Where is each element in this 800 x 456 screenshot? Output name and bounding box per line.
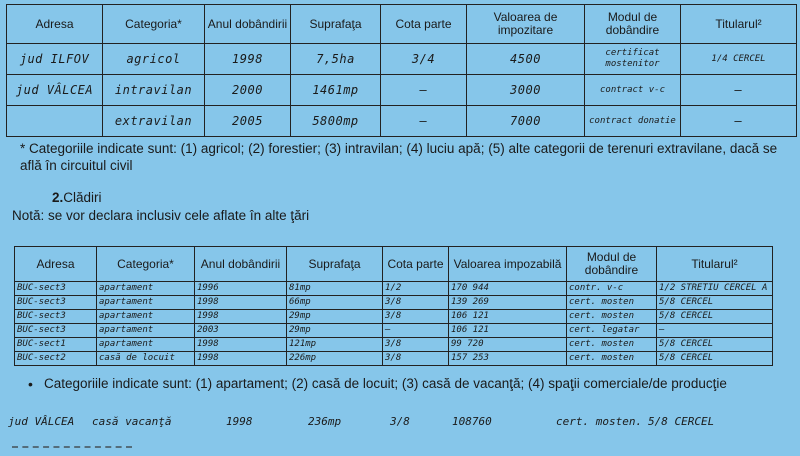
cell-category: apartament <box>97 338 195 352</box>
cell-value: 7000 <box>467 106 585 137</box>
cell-value: 170 944 <box>449 282 567 296</box>
cell-owner: — <box>681 106 797 137</box>
cell-address <box>7 106 103 137</box>
bullet-icon: • <box>28 376 33 392</box>
table-row <box>7 106 797 137</box>
cell-mode: contract donatie <box>585 106 681 137</box>
cell-area: 1461mp <box>291 75 381 106</box>
table-row <box>15 352 773 366</box>
table-row <box>15 324 773 338</box>
cell-address: BUC-sect3 <box>15 282 97 296</box>
col-header: Valoarea de impozitare <box>467 5 585 44</box>
cell-owner: — <box>681 75 797 106</box>
cell-share: 3/8 <box>383 352 449 366</box>
extra-mode: cert. mosten. <box>556 415 643 428</box>
cell-value: 106 121 <box>449 324 567 338</box>
table-row <box>15 282 773 296</box>
table-row <box>15 338 773 352</box>
cell-share: 1/2 <box>383 282 449 296</box>
cell-area: 29mp <box>287 324 383 338</box>
col-header: Adresa <box>15 247 97 282</box>
col-header: Modul de dobândire <box>585 5 681 44</box>
cell-category: apartament <box>97 282 195 296</box>
cell-area: 5800mp <box>291 106 381 137</box>
cell-area: 29mp <box>287 310 383 324</box>
building-table <box>14 246 773 366</box>
cell-area: 7,5ha <box>291 44 381 75</box>
cell-share: 3/8 <box>383 338 449 352</box>
cell-mode: certificat mostenitor <box>585 44 681 75</box>
cell-owner: 5/8 CERCEL <box>657 310 773 324</box>
cell-year: 1998 <box>195 310 287 324</box>
cell-owner: 5/8 CERCEL <box>657 338 773 352</box>
cell-share: 3/8 <box>383 310 449 324</box>
col-header: Categoria* <box>97 247 195 282</box>
cell-mode: cert. mosten <box>567 296 657 310</box>
cell-area: 226mp <box>287 352 383 366</box>
cell-owner: 1/2 STRETIU CERCEL A <box>657 282 773 296</box>
cell-address: jud ILFOV <box>7 44 103 75</box>
col-header: Anul dobândirii <box>195 247 287 282</box>
cell-value: 4500 <box>467 44 585 75</box>
section-note: Notă: se vor declara inclusiv cele aflate în alte ţări <box>12 208 310 223</box>
col-header: Titularul² <box>681 5 797 44</box>
extra-category: casă vacanţă <box>92 415 172 428</box>
table-row <box>7 44 797 75</box>
cell-value: 106 121 <box>449 310 567 324</box>
extra-value: 108760 <box>452 415 492 428</box>
cell-share: 3/8 <box>383 296 449 310</box>
cell-year: 1998 <box>195 296 287 310</box>
building-table-header <box>15 247 773 282</box>
col-header: Categoria* <box>103 5 205 44</box>
cell-category: apartament <box>97 324 195 338</box>
extra-address: jud VÂLCEA <box>8 415 75 428</box>
cell-mode: cert. mosten <box>567 352 657 366</box>
cell-address: BUC-sect3 <box>15 296 97 310</box>
cell-address: jud VÂLCEA <box>7 75 103 106</box>
cell-area: 121mp <box>287 338 383 352</box>
cell-address: BUC-sect3 <box>15 324 97 338</box>
col-header: Cota parte <box>383 247 449 282</box>
table-row <box>15 296 773 310</box>
cell-value: 157 253 <box>449 352 567 366</box>
table-row <box>7 75 797 106</box>
cell-year: 2003 <box>195 324 287 338</box>
section-number: 2. <box>52 190 64 205</box>
handwritten-extra-row <box>8 415 798 431</box>
cell-year: 1996 <box>195 282 287 296</box>
cell-mode: contr. v-c <box>567 282 657 296</box>
cell-year: 2005 <box>205 106 291 137</box>
col-header: Suprafaţa <box>291 5 381 44</box>
cell-category: apartament <box>97 296 195 310</box>
col-header: Suprafaţa <box>287 247 383 282</box>
land-table-header <box>7 5 797 44</box>
cell-value: 139 269 <box>449 296 567 310</box>
cell-year: 2000 <box>205 75 291 106</box>
cell-owner: 5/8 CERCEL <box>657 296 773 310</box>
cell-value: 3000 <box>467 75 585 106</box>
cell-share: — <box>381 106 467 137</box>
cell-category: intravilan <box>103 75 205 106</box>
section-heading <box>52 190 102 205</box>
land-table <box>6 4 797 137</box>
cell-mode: cert. legatar <box>567 324 657 338</box>
cell-share: — <box>381 75 467 106</box>
cell-category: extravilan <box>103 106 205 137</box>
col-header: Titularul² <box>657 247 773 282</box>
col-header: Valoarea impozabilă <box>449 247 567 282</box>
section-title: Clădiri <box>63 190 102 205</box>
extra-area: 236mp <box>308 415 342 428</box>
cell-year: 1998 <box>195 338 287 352</box>
cell-owner: 1/4 CERCEL <box>681 44 797 75</box>
cell-share: 3/4 <box>381 44 467 75</box>
cell-mode: cert. mosten <box>567 310 657 324</box>
cell-owner: 5/8 CERCEL <box>657 352 773 366</box>
cell-category: agricol <box>103 44 205 75</box>
col-header: Cota parte <box>381 5 467 44</box>
cell-mode: cert. mosten <box>567 338 657 352</box>
cell-category: apartament <box>97 310 195 324</box>
table-row <box>15 310 773 324</box>
building-note-text: Categoriile indicate sunt: (1) apartament; (2) casă de locuit; (3) casă de vacanţă; (4) spaţii comerciale/de producţie <box>44 376 727 391</box>
extra-year: 1998 <box>226 415 253 428</box>
col-header: Adresa <box>7 5 103 44</box>
cell-area: 81mp <box>287 282 383 296</box>
extra-owner: 5/8 CERCEL <box>648 415 715 428</box>
cell-address: BUC-sect3 <box>15 310 97 324</box>
land-category-note: * Categoriile indicate sunt: (1) agricol; (2) forestier; (3) intravilan; (4) luciu apă; (5) alte categorii de terenuri extravilane, dacă se află în circuitul civil <box>20 141 778 173</box>
cell-owner: — <box>657 324 773 338</box>
col-header: Modul de dobândire <box>567 247 657 282</box>
extra-share: 3/8 <box>390 415 410 428</box>
col-header: Anul dobândirii <box>205 5 291 44</box>
cell-mode: contract v-c <box>585 75 681 106</box>
cell-category: casă de locuit <box>97 352 195 366</box>
cell-year: 1998 <box>195 352 287 366</box>
cell-address: BUC-sect1 <box>15 338 97 352</box>
cell-address: BUC-sect2 <box>15 352 97 366</box>
cell-area: 66mp <box>287 296 383 310</box>
cell-value: 99 720 <box>449 338 567 352</box>
cut-off-text-edge <box>12 446 132 456</box>
cell-share: — <box>383 324 449 338</box>
cell-year: 1998 <box>205 44 291 75</box>
building-category-note <box>28 376 784 392</box>
